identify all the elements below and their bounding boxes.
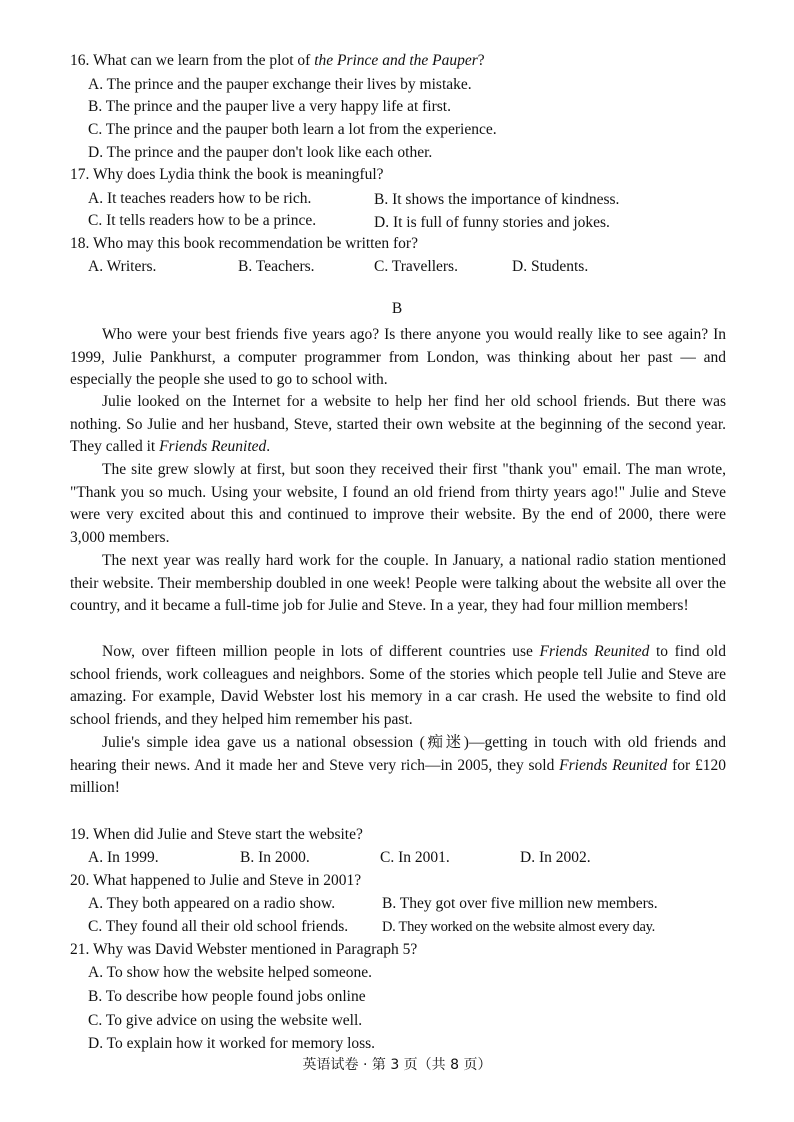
question-19-stem: 19. When did Julie and Steve start the website? xyxy=(70,826,363,843)
question-16-stem: 16. What can we learn from the plot of the Prince and the Pauper? xyxy=(70,52,485,69)
question-21-option-a: A. To show how the website helped someone. xyxy=(88,964,373,981)
page-footer: 英语试卷 · 第 3 页（共 8 页） xyxy=(302,1057,492,1073)
question-18-option-a: A. Writers. xyxy=(88,258,157,275)
question-20-stem: 20. What happened to Julie and Steve in 2001? xyxy=(70,872,362,889)
question-21-option-c: C. To give advice on using the website well. xyxy=(88,1012,363,1029)
question-19-option-c: C. In 2001. xyxy=(380,849,450,866)
passage-paragraph-2: Julie looked on the Internet for a website to help her find her old school friends. But there was nothing. So Julie and her husband, Steve, started their own website at the beginning of the second year. They called it Friends Reunited. xyxy=(70,393,726,456)
question-20-option-b: B. They got over five million new members. xyxy=(382,895,658,912)
question-18-stem: 18. Who may this book recommendation be written for? xyxy=(70,235,418,252)
question-19-option-d: D. In 2002. xyxy=(520,849,591,866)
question-19-option-a: A. In 1999. xyxy=(88,849,159,866)
question-18-option-d: D. Students. xyxy=(512,258,589,275)
passage-paragraph-4: The next year was really hard work for the couple. In January, a national radio station mentioned their website. Their membership doubled in one week! People were talking about the website all over the country, and it became a full-time job for Julie and Steve. In a year, they had four million members! xyxy=(70,552,726,615)
question-21-option-b: B. To describe how people found jobs online xyxy=(88,988,366,1005)
question-18-option-c: C. Travellers. xyxy=(374,258,458,275)
passage-paragraph-1: Who were your best friends five years ago? Is there anyone you would really like to see again? In 1999, Julie Pankhurst, a computer programmer from London, was thinking about her past — and especially the people she used to go to school with. xyxy=(70,326,726,389)
passage-paragraph-5: Now, over fifteen million people in lots of different countries use Friends Reunited to find old school friends, work colleagues and neighbors. Some of the stories which people tell Julie and Steve are amazing. For example, David Webster lost his memory in a car crash. He used the website to find old school friends, and they helped him remember his past. xyxy=(70,643,726,729)
question-17-option-a: A. It teaches readers how to be rich. xyxy=(88,190,312,207)
question-16-option-b: B. The prince and the pauper live a very happy life at first. xyxy=(88,98,451,115)
passage-paragraph-3: The site grew slowly at first, but soon they received their first "thank you" email. The man wrote, "Thank you so much. Using your website, I found an old friend from thirty years ago!" Julie and Steve were very excited about this and continued to improve their website. By the end of 2000, there were 3,000 members. xyxy=(70,461,726,547)
question-19-option-b: B. In 2000. xyxy=(240,849,310,866)
question-16-option-c: C. The prince and the pauper both learn a lot from the experience. xyxy=(88,121,497,138)
question-20-option-d: D. They worked on the website almost every day. xyxy=(382,919,656,935)
question-20-option-a: A. They both appeared on a radio show. xyxy=(88,895,336,912)
question-17-option-d: D. It is full of funny stories and jokes. xyxy=(374,214,610,231)
question-21-stem: 21. Why was David Webster mentioned in Paragraph 5? xyxy=(70,941,418,958)
question-21-option-d: D. To explain how it worked for memory loss. xyxy=(88,1035,376,1052)
question-16-option-a: A. The prince and the pauper exchange their lives by mistake. xyxy=(88,76,472,93)
question-18-option-b: B. Teachers. xyxy=(238,258,315,275)
section-b-heading: B xyxy=(391,300,403,317)
question-17-stem: 17. Why does Lydia think the book is meaningful? xyxy=(70,166,384,183)
question-17-option-b: B. It shows the importance of kindness. xyxy=(374,191,620,208)
question-17-option-c: C. It tells readers how to be a prince. xyxy=(88,212,317,229)
passage-paragraph-6: Julie's simple idea gave us a national obsession (痴迷)—getting in touch with old friends and hearing their news. And it made her and Steve very rich—in 2005, they sold Friends Reunited for £120 million! xyxy=(70,734,726,797)
question-20-option-c: C. They found all their old school friends. xyxy=(88,918,349,935)
question-16-option-d: D. The prince and the pauper don't look like each other. xyxy=(88,144,433,161)
